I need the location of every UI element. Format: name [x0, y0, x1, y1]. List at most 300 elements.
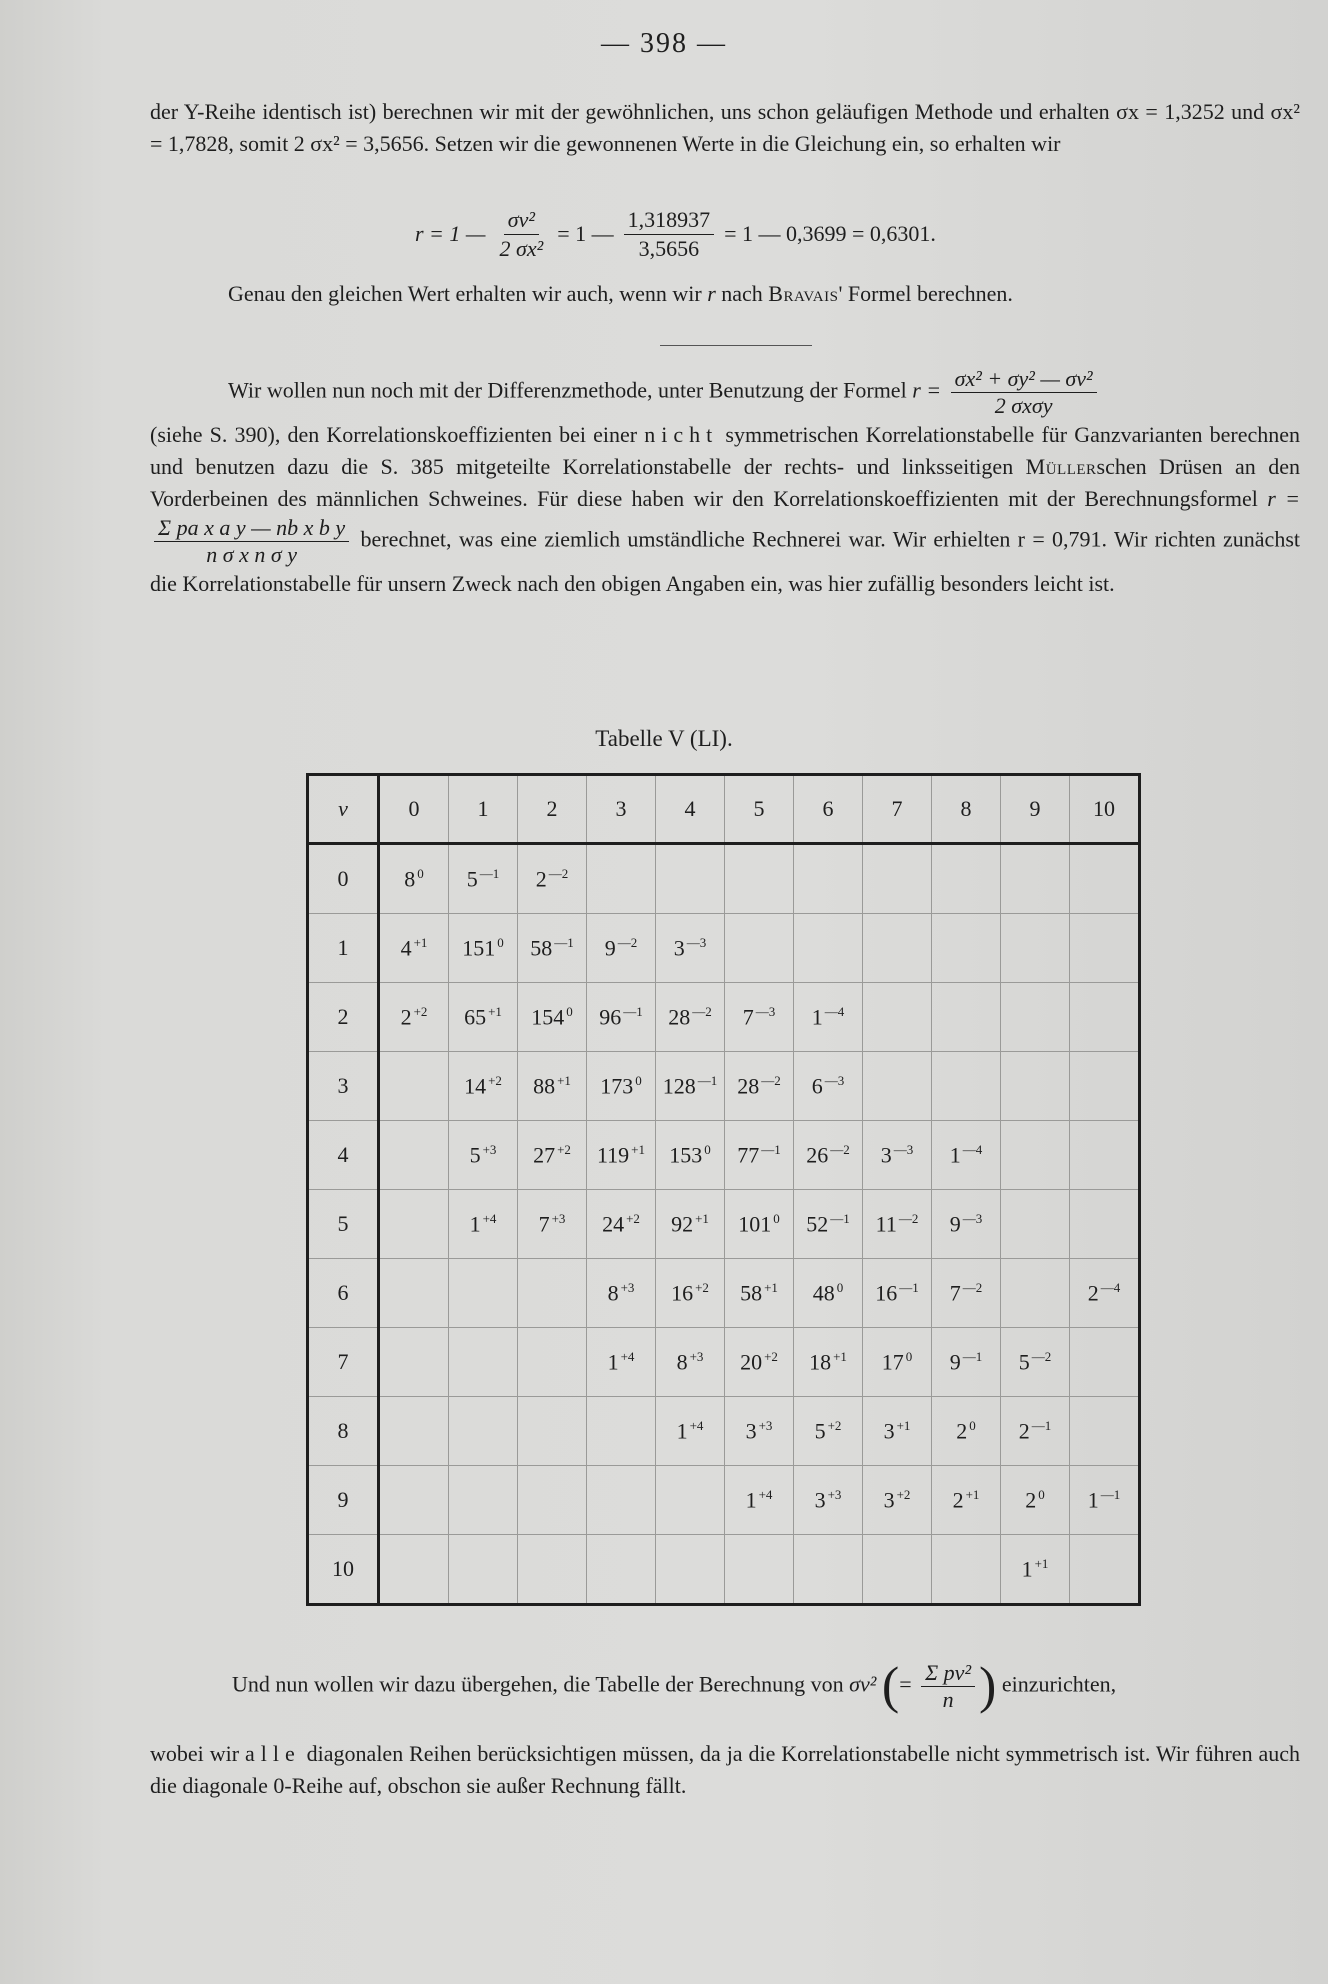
- row-header: 6: [308, 1259, 379, 1328]
- table-cell: [863, 1466, 932, 1535]
- cell-exponent: +1: [833, 1348, 847, 1364]
- p2-r: r: [707, 281, 716, 306]
- table-cell: [725, 1328, 794, 1397]
- row-header: 1: [308, 914, 379, 983]
- equation-mid: = 1 —: [557, 221, 614, 246]
- p4-post: einzurichten,: [1001, 1671, 1117, 1697]
- cell-exponent: 0: [635, 1072, 642, 1088]
- table-cell: [587, 1535, 656, 1605]
- column-header: 2: [518, 775, 587, 844]
- table-cell: [1070, 1397, 1140, 1466]
- cell-value: 119: [596, 1142, 630, 1168]
- table-cell: [1001, 1052, 1070, 1121]
- cell-value: 27: [533, 1142, 556, 1168]
- cell-exponent: +3: [689, 1348, 704, 1364]
- cell-exponent: —2: [617, 934, 638, 950]
- table-cell: [1070, 1535, 1140, 1605]
- cell-exponent: —3: [686, 934, 707, 950]
- table-cell: [863, 983, 932, 1052]
- table-cell: [449, 983, 518, 1052]
- table-cell: [1070, 1466, 1140, 1535]
- table-header-row: [308, 775, 1140, 844]
- table-cell: [379, 1466, 449, 1535]
- table-cell: [932, 1328, 1001, 1397]
- p3-formula2-lhs: r =: [1267, 486, 1300, 511]
- p2-pre: Genau den gleichen Wert erhalten wir auch, wenn wir: [228, 281, 702, 306]
- table-cell: [932, 914, 1001, 983]
- cell-value: 3: [673, 935, 685, 961]
- table-cell: [794, 1535, 863, 1605]
- column-header: 7: [863, 775, 932, 844]
- table-cell: [1070, 983, 1140, 1052]
- paragraph-4: [232, 1657, 1307, 1715]
- row-header: 5: [308, 1190, 379, 1259]
- table-cell: [656, 914, 725, 983]
- cell-value: 18: [809, 1349, 832, 1375]
- p3-line2-c: schen Drüsen an den Vorderbeinen des männlichen Schweines. Für diese haben wir den Korrelationskoeffizienten mit der Berechnungsformel: [150, 454, 1301, 511]
- p5-spaced: alle: [244, 1741, 301, 1766]
- p4-left-paren: (: [881, 1657, 900, 1715]
- cell-value: 3: [814, 1487, 826, 1513]
- row-header: 4: [308, 1121, 379, 1190]
- cell-value: 26: [806, 1142, 829, 1168]
- table-cell: [449, 1466, 518, 1535]
- table-cell: [725, 1259, 794, 1328]
- cell-value: 2: [956, 1418, 968, 1444]
- table-cell: [932, 1052, 1001, 1121]
- cell-value: 96: [599, 1004, 622, 1030]
- fraction-numeric-numerator: 1,318937: [624, 206, 715, 235]
- table-cell: [518, 1121, 587, 1190]
- table-cell: [587, 1466, 656, 1535]
- table-cell: [1001, 1190, 1070, 1259]
- cell-value: 2: [1087, 1280, 1099, 1306]
- table-cell: [1001, 1535, 1070, 1605]
- table-cell: [1001, 1466, 1070, 1535]
- p5-b: diagonalen Reihen berücksichtigen müssen, da ja die Korrelationstabelle nicht symmetrisch ist. Wir führen auch die diagonale 0-Reihe auf, obschon sie außer Rechnung fällt.: [150, 1741, 1301, 1798]
- table-cell: [932, 1397, 1001, 1466]
- cell-value: 3: [745, 1418, 757, 1444]
- cell-exponent: 0: [905, 1348, 913, 1364]
- p4-right-paren: ): [979, 1657, 997, 1715]
- table-cell: [587, 1328, 656, 1397]
- column-header: 1: [449, 775, 518, 844]
- table-cell: [656, 1052, 725, 1121]
- table-cell: [587, 1121, 656, 1190]
- table-cell: [518, 1328, 587, 1397]
- table-row: [308, 1466, 1140, 1535]
- table-cell: [863, 1535, 932, 1605]
- equation-rhs: = 1 — 0,3699 = 0,6301.: [724, 221, 936, 246]
- cell-exponent: —2: [962, 1279, 983, 1295]
- table-cell: [863, 914, 932, 983]
- cell-exponent: +2: [896, 1486, 911, 1502]
- cell-value: 16: [875, 1280, 898, 1306]
- cell-exponent: 0: [417, 865, 424, 881]
- cell-exponent: —1: [697, 1072, 718, 1088]
- table-body: [308, 844, 1140, 1605]
- p4-formula-denominator: n: [942, 1687, 954, 1712]
- cell-exponent: +1: [965, 1486, 980, 1502]
- table-cell: [1001, 1397, 1070, 1466]
- p3-formula-denominator: 2 σxσy: [994, 393, 1053, 418]
- table-cell: [518, 844, 587, 914]
- cell-exponent: +3: [482, 1141, 497, 1157]
- p3-line3: berechnet, was eine ziemlich umständliche Rechnerei war. Wir erhielten r = 0,791. Wir richten zunächst die Korrelationstabelle für unsern Zweck nach den obigen Angaben ein, was hier zufällig besonders leicht ist.: [150, 526, 1300, 596]
- table-cell: [1001, 914, 1070, 983]
- table-cell: [587, 983, 656, 1052]
- table-cell: [656, 1190, 725, 1259]
- cell-value: 173: [600, 1073, 634, 1099]
- table-cell: [863, 844, 932, 914]
- table-cell: [932, 1259, 1001, 1328]
- p3-formula2: [154, 515, 349, 568]
- cell-value: 20: [740, 1349, 763, 1375]
- equation-r: [415, 198, 936, 270]
- column-header: 9: [1001, 775, 1070, 844]
- row-header: 8: [308, 1397, 379, 1466]
- page-number: — 398 —: [601, 28, 727, 59]
- paragraph-3: [150, 366, 1300, 600]
- p3-lead-line: [150, 366, 1300, 419]
- table-cell: [794, 1121, 863, 1190]
- table-cell: [1070, 1052, 1140, 1121]
- cell-value: 1: [469, 1211, 481, 1237]
- cell-value: 3: [883, 1487, 895, 1513]
- cell-value: 101: [738, 1211, 772, 1237]
- cell-value: 77: [737, 1142, 760, 1168]
- cell-value: 1: [811, 1004, 823, 1030]
- cell-value: 8: [676, 1349, 688, 1375]
- column-header: 4: [656, 775, 725, 844]
- p3-line2-a: (siehe S. 390), den Korrelationskoeffizienten bei einer: [150, 422, 638, 447]
- row-header: 10: [308, 1535, 379, 1605]
- table-cell: [449, 1259, 518, 1328]
- table-cell: [449, 1328, 518, 1397]
- table-cell: [794, 1466, 863, 1535]
- table-cell: [587, 1052, 656, 1121]
- cell-exponent: +4: [689, 1417, 704, 1433]
- table-row: [308, 1052, 1140, 1121]
- p5-a: wobei wir: [150, 1741, 240, 1766]
- table-cell: [379, 1052, 449, 1121]
- table-cell: [725, 1466, 794, 1535]
- cell-exponent: —4: [824, 1003, 845, 1019]
- table-cell: [1070, 1190, 1140, 1259]
- cell-exponent: 0: [836, 1279, 844, 1295]
- table-row: [308, 1190, 1140, 1259]
- table-cell: [794, 1052, 863, 1121]
- table-cell: [1070, 914, 1140, 983]
- table-cell: [725, 844, 794, 914]
- fraction-sigma-numerator: σv²: [504, 206, 539, 235]
- table-cell: [656, 1259, 725, 1328]
- table-cell: [518, 1052, 587, 1121]
- table-cell: [725, 1190, 794, 1259]
- table-cell: [863, 1121, 932, 1190]
- fraction-sigma-denominator: 2 σx²: [499, 235, 544, 261]
- table-cell: [725, 1535, 794, 1605]
- cell-value: 2: [952, 1487, 964, 1513]
- p4-pre: Und nun wollen wir dazu übergehen, die Tabelle der Berechnung von: [232, 1671, 844, 1697]
- cell-value: 5: [1018, 1349, 1030, 1375]
- table-cell: [932, 1535, 1001, 1605]
- table-cell: [656, 1397, 725, 1466]
- table-cell: [518, 1190, 587, 1259]
- table-cell: [656, 1466, 725, 1535]
- cell-exponent: —3: [824, 1072, 845, 1088]
- cell-value: 17: [881, 1349, 904, 1375]
- cell-exponent: +1: [764, 1279, 778, 1295]
- cell-value: 5: [466, 866, 478, 892]
- row-header: 2: [308, 983, 379, 1052]
- cell-value: 1: [1087, 1487, 1099, 1513]
- cell-value: 2: [1025, 1487, 1037, 1513]
- p4-sym: σv²: [849, 1671, 877, 1697]
- cell-exponent: +1: [695, 1210, 709, 1226]
- table-cell: [379, 1259, 449, 1328]
- table-cell: [1070, 1121, 1140, 1190]
- table-cell: [863, 1052, 932, 1121]
- table-cell: [1070, 844, 1140, 914]
- table-cell: [379, 983, 449, 1052]
- cell-exponent: —1: [479, 865, 500, 881]
- cell-value: 52: [806, 1211, 829, 1237]
- cell-exponent: +3: [758, 1417, 773, 1433]
- table-cell: [794, 1328, 863, 1397]
- cell-value: 28: [737, 1073, 760, 1099]
- cell-exponent: —1: [623, 1003, 643, 1019]
- table-cell: [449, 1397, 518, 1466]
- p2-mid: nach: [721, 281, 763, 306]
- p3-formula-numerator: σx² + σy² — σv²: [951, 366, 1097, 393]
- cell-exponent: —1: [962, 1348, 983, 1364]
- paragraph-2: [228, 278, 1308, 310]
- cell-exponent: +3: [620, 1279, 635, 1295]
- p3-formula2-denominator: n σ x n σ y: [206, 542, 297, 567]
- cell-exponent: —2: [830, 1141, 850, 1157]
- table-cell: [449, 844, 518, 914]
- table-cell: [794, 1190, 863, 1259]
- cell-value: 3: [880, 1142, 892, 1168]
- table-cell: [518, 983, 587, 1052]
- table-row: [308, 1397, 1140, 1466]
- cell-exponent: 0: [1038, 1486, 1045, 1502]
- table-cell: [449, 1121, 518, 1190]
- cell-value: 1: [1021, 1556, 1033, 1582]
- cell-value: 9: [949, 1349, 961, 1375]
- table-cell: [656, 1121, 725, 1190]
- fraction-numeric-denominator: 3,5656: [638, 235, 700, 261]
- column-header: 8: [932, 775, 1001, 844]
- column-header: 0: [379, 775, 449, 844]
- table-cell: [518, 1397, 587, 1466]
- fraction-numeric: [624, 206, 715, 263]
- cell-exponent: +1: [488, 1003, 502, 1019]
- cell-value: 6: [811, 1073, 823, 1099]
- table-caption: Tabelle V (LI).: [595, 726, 733, 751]
- table-cell: [725, 1121, 794, 1190]
- cell-value: 24: [602, 1211, 625, 1237]
- cell-exponent: —1: [761, 1141, 781, 1157]
- cell-exponent: —1: [1100, 1486, 1121, 1502]
- p2-name: Bravais: [768, 281, 839, 306]
- cell-exponent: —3: [755, 1003, 776, 1019]
- cell-value: 3: [883, 1418, 895, 1444]
- table-row: [308, 1259, 1140, 1328]
- cell-exponent: 0: [969, 1417, 976, 1433]
- equation-lhs: r = 1 —: [415, 221, 486, 246]
- table-cell: [932, 1121, 1001, 1190]
- table-cell: [379, 914, 449, 983]
- table-cell: [518, 1259, 587, 1328]
- cell-exponent: —4: [962, 1141, 983, 1157]
- table-cell: [725, 983, 794, 1052]
- table-cell: [379, 1190, 449, 1259]
- correlation-table: [306, 773, 1141, 1606]
- table-corner-label: v: [308, 775, 379, 844]
- table-cell: [518, 914, 587, 983]
- column-header: 10: [1070, 775, 1140, 844]
- cell-exponent: +2: [626, 1210, 640, 1226]
- cell-exponent: —2: [898, 1210, 919, 1226]
- cell-exponent: +2: [557, 1141, 571, 1157]
- table-cell: [863, 1397, 932, 1466]
- p3-formula-lhs: r =: [912, 377, 942, 403]
- p3-formula: [951, 366, 1097, 419]
- cell-exponent: +3: [551, 1210, 566, 1226]
- cell-value: 128: [662, 1073, 696, 1099]
- cell-value: 11: [875, 1211, 897, 1237]
- table-cell: [656, 844, 725, 914]
- table-cell: [863, 1190, 932, 1259]
- cell-exponent: 0: [773, 1210, 780, 1226]
- table-cell: [379, 1121, 449, 1190]
- row-header: 0: [308, 844, 379, 914]
- cell-value: 1: [949, 1142, 961, 1168]
- table-row: [308, 983, 1140, 1052]
- table-cell: [932, 1190, 1001, 1259]
- table-row: [308, 1328, 1140, 1397]
- cell-value: 48: [812, 1280, 835, 1306]
- table-cell: [379, 1328, 449, 1397]
- cell-value: 2: [400, 1004, 412, 1030]
- table-cell: [518, 1466, 587, 1535]
- cell-exponent: —2: [1031, 1348, 1052, 1364]
- table-cell: [1001, 1328, 1070, 1397]
- row-header: 9: [308, 1466, 379, 1535]
- table-cell: [449, 914, 518, 983]
- table-cell: [1070, 1259, 1140, 1328]
- table-row: [308, 914, 1140, 983]
- cell-exponent: —4: [1100, 1279, 1121, 1295]
- cell-exponent: 0: [497, 934, 504, 950]
- cell-exponent: —3: [962, 1210, 983, 1226]
- table-cell: [863, 1259, 932, 1328]
- paragraph-5: [150, 1738, 1300, 1802]
- p3-body: [150, 419, 1300, 600]
- table-cell: [1001, 983, 1070, 1052]
- table-cell: [1001, 844, 1070, 914]
- cell-value: 1: [676, 1418, 688, 1444]
- table-cell: [379, 844, 449, 914]
- p3-formula2-numerator: Σ pa x a y — nb x b y: [154, 515, 349, 542]
- cell-value: 28: [668, 1004, 691, 1030]
- cell-value: 153: [669, 1142, 703, 1168]
- cell-value: 1: [607, 1349, 619, 1375]
- cell-value: 154: [531, 1004, 565, 1030]
- table-cell: [794, 983, 863, 1052]
- table-row: [308, 1121, 1140, 1190]
- table-cell: [656, 983, 725, 1052]
- cell-value: 92: [671, 1211, 694, 1237]
- cell-exponent: —3: [893, 1141, 914, 1157]
- cell-exponent: —2: [692, 1003, 712, 1019]
- table-cell: [863, 1328, 932, 1397]
- cell-value: 7: [538, 1211, 550, 1237]
- cell-value: 5: [814, 1418, 826, 1444]
- cell-exponent: —1: [554, 934, 574, 950]
- table-row: [308, 1535, 1140, 1605]
- cell-exponent: +1: [413, 934, 428, 950]
- cell-exponent: +1: [557, 1072, 571, 1088]
- table-cell: [449, 1535, 518, 1605]
- table-cell: [587, 914, 656, 983]
- cell-exponent: +4: [758, 1486, 773, 1502]
- table-cell: [379, 1397, 449, 1466]
- table-cell: [449, 1052, 518, 1121]
- cell-exponent: 0: [704, 1141, 711, 1157]
- column-header: 3: [587, 775, 656, 844]
- cell-value: 8: [404, 866, 416, 892]
- p3-lead: Wir wollen nun noch mit der Differenzmethode, unter Benutzung der Formel: [228, 377, 907, 403]
- cell-value: 7: [742, 1004, 754, 1030]
- cell-value: 5: [469, 1142, 481, 1168]
- row-header: 3: [308, 1052, 379, 1121]
- table-cell: [932, 983, 1001, 1052]
- cell-exponent: +1: [1034, 1555, 1049, 1571]
- cell-value: 7: [949, 1280, 961, 1306]
- table-cell: [1070, 1328, 1140, 1397]
- cell-value: 14: [464, 1073, 487, 1099]
- cell-exponent: +1: [896, 1417, 911, 1433]
- cell-value: 2: [535, 866, 547, 892]
- cell-exponent: +4: [482, 1210, 497, 1226]
- table-cell: [656, 1328, 725, 1397]
- table-cell: [794, 1259, 863, 1328]
- table-cell: [794, 844, 863, 914]
- cell-value: 88: [533, 1073, 556, 1099]
- p3-line2-b: symmetrischen Korrelationstabelle für Ganzvarianten berechnen und benutzen dazu die S. 385 mitgeteilte Korrelationstabelle der rechts- und linksseitigen: [150, 422, 1301, 479]
- table-cell: [587, 1190, 656, 1259]
- cell-value: 65: [464, 1004, 487, 1030]
- p3-line2-name: Müller: [1025, 454, 1097, 479]
- table-row: [308, 844, 1140, 914]
- table-cell: [932, 844, 1001, 914]
- table-cell: [794, 1397, 863, 1466]
- cell-value: 9: [949, 1211, 961, 1237]
- cell-value: 151: [462, 935, 496, 961]
- cell-exponent: —2: [761, 1072, 781, 1088]
- cell-value: 4: [400, 935, 412, 961]
- cell-exponent: +3: [827, 1486, 842, 1502]
- table-cell: [932, 1466, 1001, 1535]
- cell-exponent: +4: [620, 1348, 635, 1364]
- cell-exponent: +2: [827, 1417, 842, 1433]
- p2-post: ' Formel berechnen.: [838, 281, 1013, 306]
- p3-line2-spaced: nicht: [644, 422, 719, 447]
- cell-exponent: —1: [1031, 1417, 1052, 1433]
